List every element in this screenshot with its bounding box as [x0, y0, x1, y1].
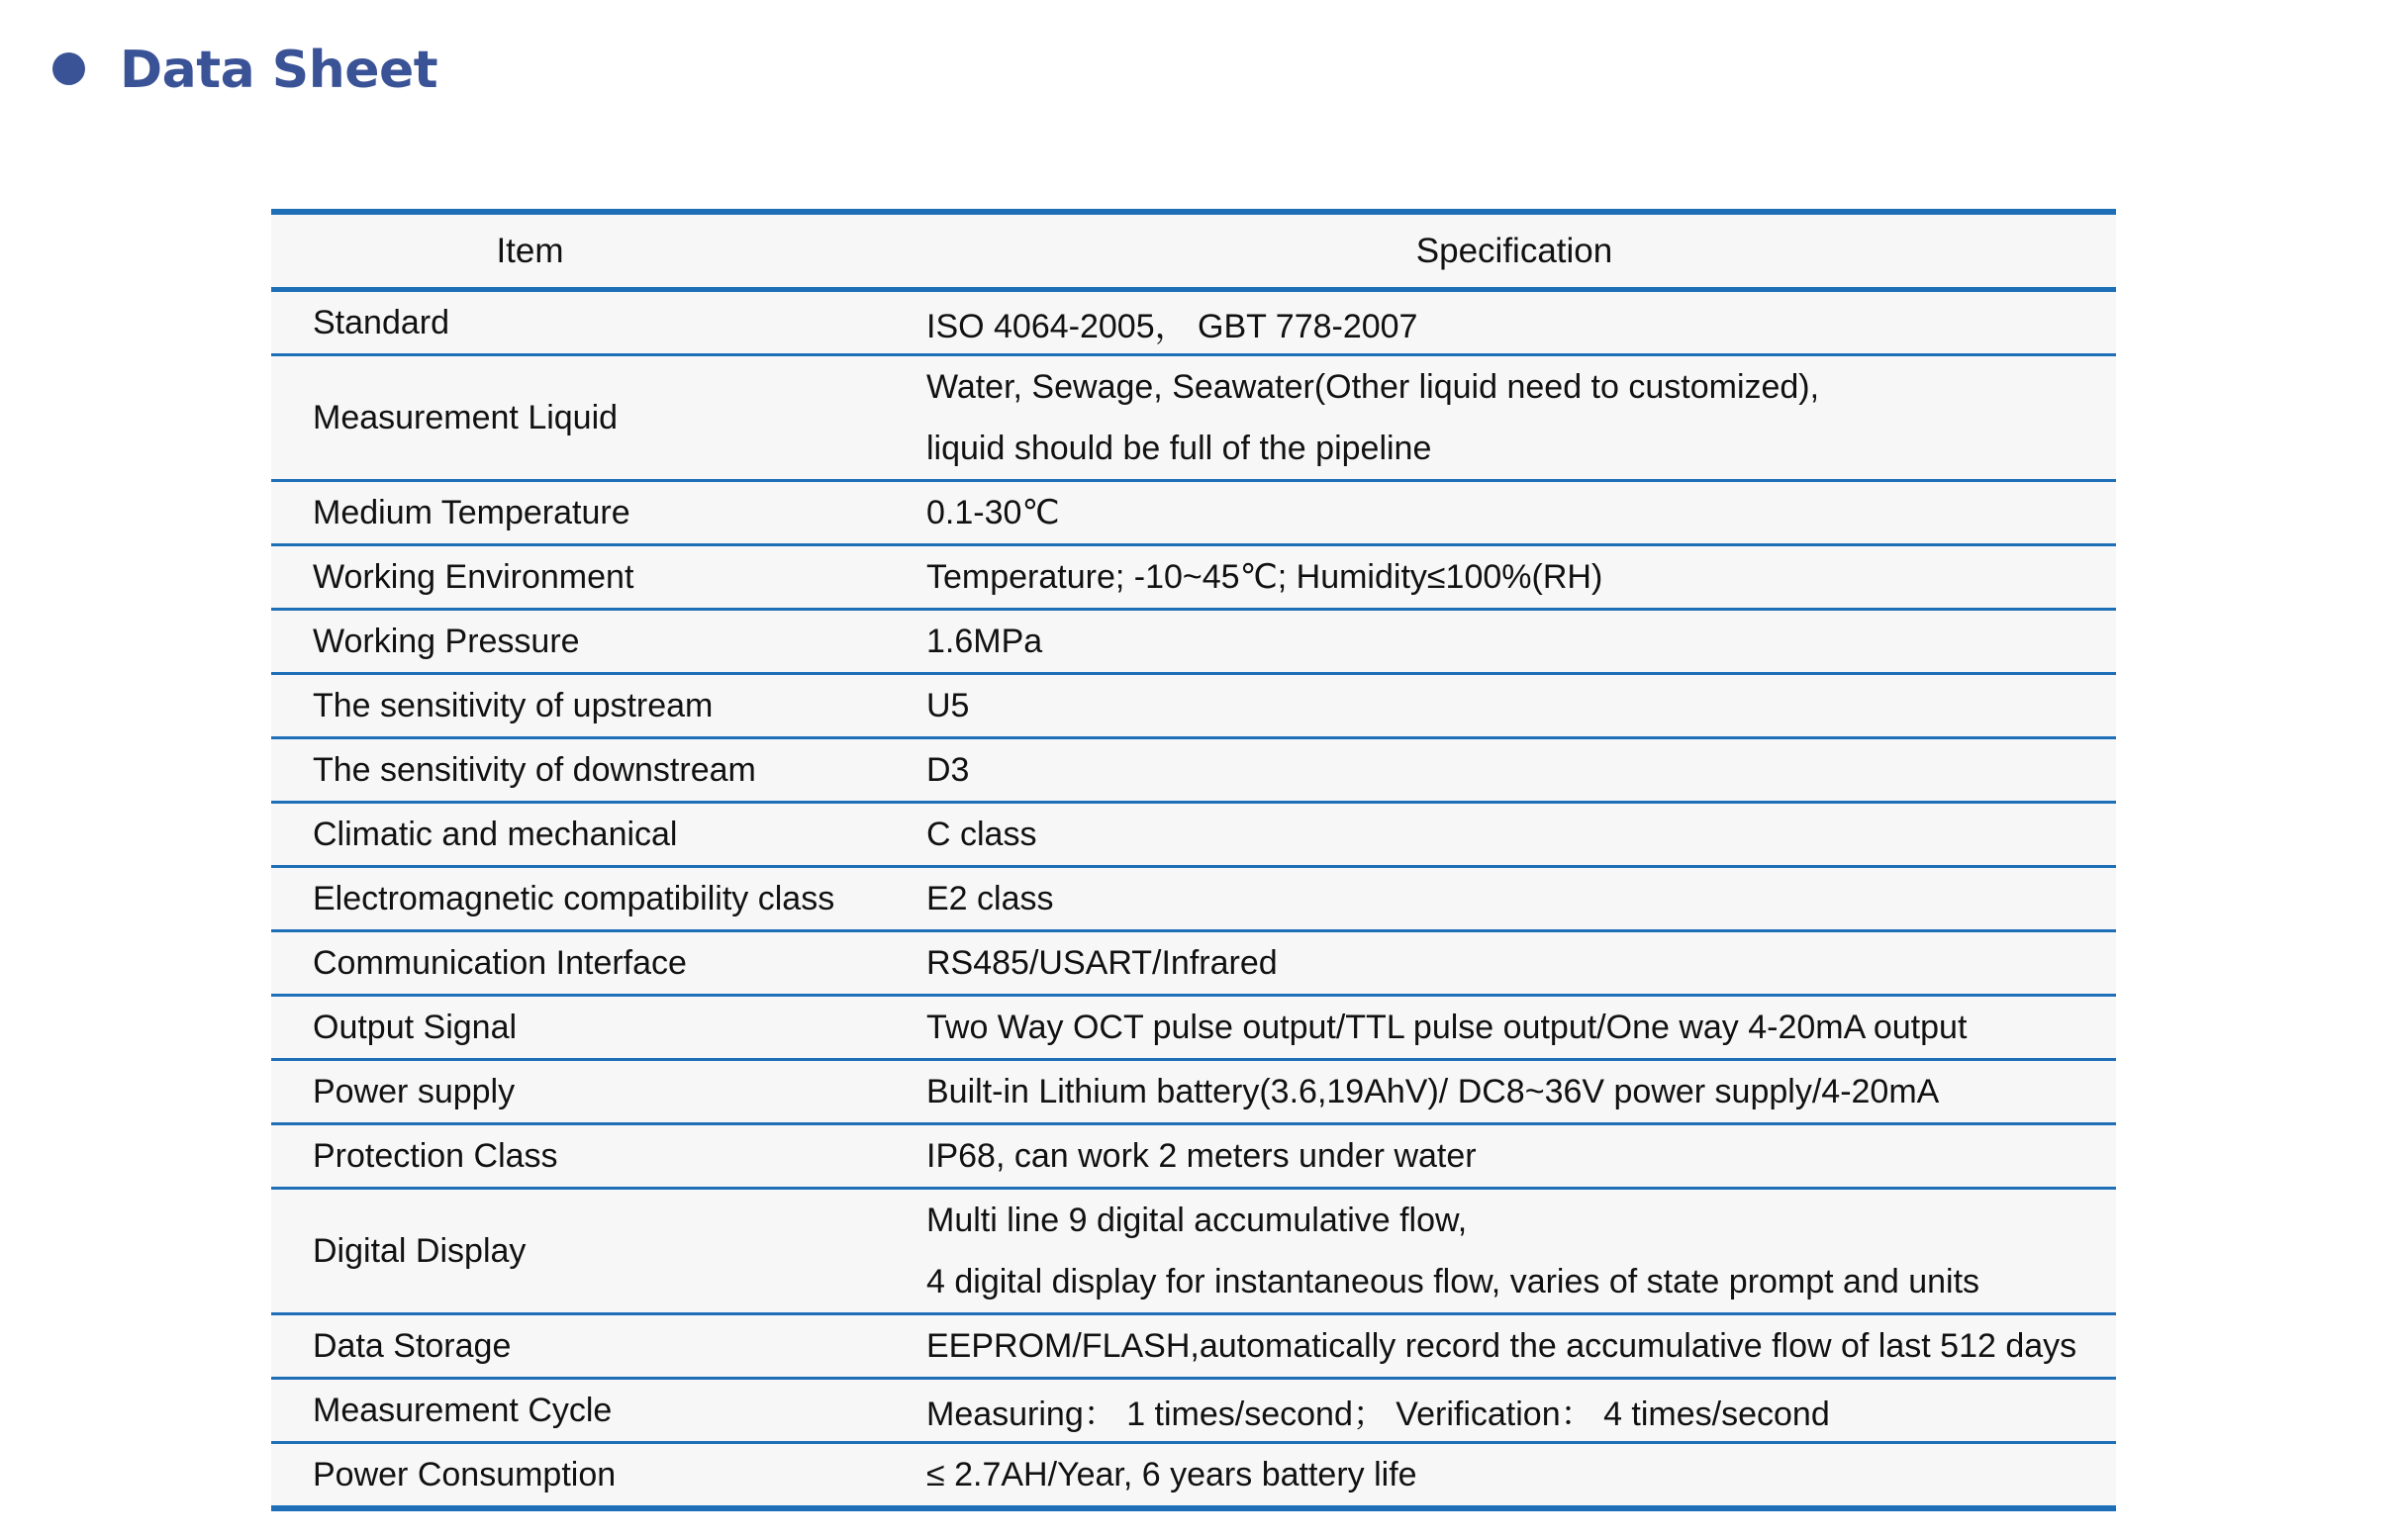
row-spec-medium-temperature: 0.1-30℃	[913, 481, 2116, 545]
table-row	[271, 803, 2116, 867]
row-spec-sensitivity-downstream: D3	[913, 738, 2116, 803]
row-item-measurement-cycle: Measurement Cycle	[271, 1379, 913, 1443]
spec-line: Multi line 9 digital accumulative flow,	[926, 1202, 1468, 1239]
row-spec-working-pressure: 1.6MPa	[913, 610, 2116, 674]
row-spec-emc-class: E2 class	[913, 867, 2116, 931]
row-item-power-consumption: Power Consumption	[271, 1443, 913, 1509]
row-item-emc-class: Electromagnetic compatibility class	[271, 867, 913, 931]
table-row	[271, 481, 2116, 545]
table-row	[271, 931, 2116, 996]
spec-line: 4 digital display for instantaneous flow, varies of state prompt and units	[926, 1263, 1980, 1300]
row-item-power-supply: Power supply	[271, 1060, 913, 1124]
data-sheet-table	[271, 209, 2116, 1511]
table-row	[271, 1379, 2116, 1443]
row-item-working-environment: Working Environment	[271, 545, 913, 610]
row-spec-power-consumption: ≤ 2.7AH/Year, 6 years battery life	[913, 1443, 2116, 1509]
table-row	[271, 1060, 2116, 1124]
row-item-protection-class: Protection Class	[271, 1124, 913, 1189]
row-spec-output-signal: Two Way OCT pulse output/TTL pulse output/One way 4-20mA output	[913, 996, 2116, 1060]
row-spec-standard: ISO 4064-2005， GBT 778-2007	[926, 307, 1418, 345]
table-row	[271, 290, 2116, 355]
table-row	[271, 1189, 2116, 1314]
table-row	[271, 738, 2116, 803]
row-spec-communication-interface: RS485/USART/Infrared	[913, 931, 2116, 996]
page-title: Data Sheet	[120, 41, 438, 100]
row-spec-protection-class: IP68, can work 2 meters under water	[913, 1124, 2116, 1189]
spec-line: Water, Sewage, Seawater(Other liquid need to customized),	[926, 368, 1820, 406]
table-row	[271, 996, 2116, 1060]
row-item-data-storage: Data Storage	[271, 1314, 913, 1379]
row-item-sensitivity-upstream: The sensitivity of upstream	[271, 674, 913, 738]
table-row	[271, 545, 2116, 610]
row-item-standard: Standard	[313, 303, 449, 341]
table-row	[271, 674, 2116, 738]
row-spec-climatic-mechanical: C class	[913, 803, 2116, 867]
table-row	[271, 1314, 2116, 1379]
column-header-item: Item	[271, 212, 913, 290]
row-spec-power-supply: Built-in Lithium battery(3.6,19AhV)/ DC8~36V power supply/4-20mA	[913, 1060, 2116, 1124]
row-spec-measurement-cycle: Measuring： 1 times/second； Verification： 4 times/second	[913, 1379, 2116, 1443]
row-item-sensitivity-downstream: The sensitivity of downstream	[271, 738, 913, 803]
row-item-communication-interface: Communication Interface	[271, 931, 913, 996]
row-item-working-pressure: Working Pressure	[271, 610, 913, 674]
title-bullet-icon	[52, 52, 85, 85]
row-spec-measurement-liquid	[913, 355, 2116, 481]
table-row	[271, 1443, 2116, 1509]
row-spec-working-environment: Temperature; -10~45℃; Humidity≤100%(RH)	[913, 545, 2116, 610]
row-item-measurement-liquid: Measurement Liquid	[271, 355, 913, 481]
table-row	[271, 867, 2116, 931]
page-header	[0, 0, 2407, 139]
table-row	[271, 355, 2116, 481]
table-row	[271, 610, 2116, 674]
column-header-spec: Specification	[913, 212, 2116, 290]
row-spec-digital-display	[913, 1189, 2116, 1314]
row-item-medium-temperature: Medium Temperature	[271, 481, 913, 545]
row-item-digital-display: Digital Display	[271, 1189, 913, 1314]
table-row	[271, 1124, 2116, 1189]
row-spec-data-storage: EEPROM/FLASH,automatically record the accumulative flow of last 512 days	[913, 1314, 2116, 1379]
table-header-row	[271, 212, 2116, 290]
row-spec-sensitivity-upstream: U5	[913, 674, 2116, 738]
row-item-output-signal: Output Signal	[271, 996, 913, 1060]
spec-line: liquid should be full of the pipeline	[926, 430, 1432, 467]
row-item-climatic-mechanical: Climatic and mechanical	[271, 803, 913, 867]
